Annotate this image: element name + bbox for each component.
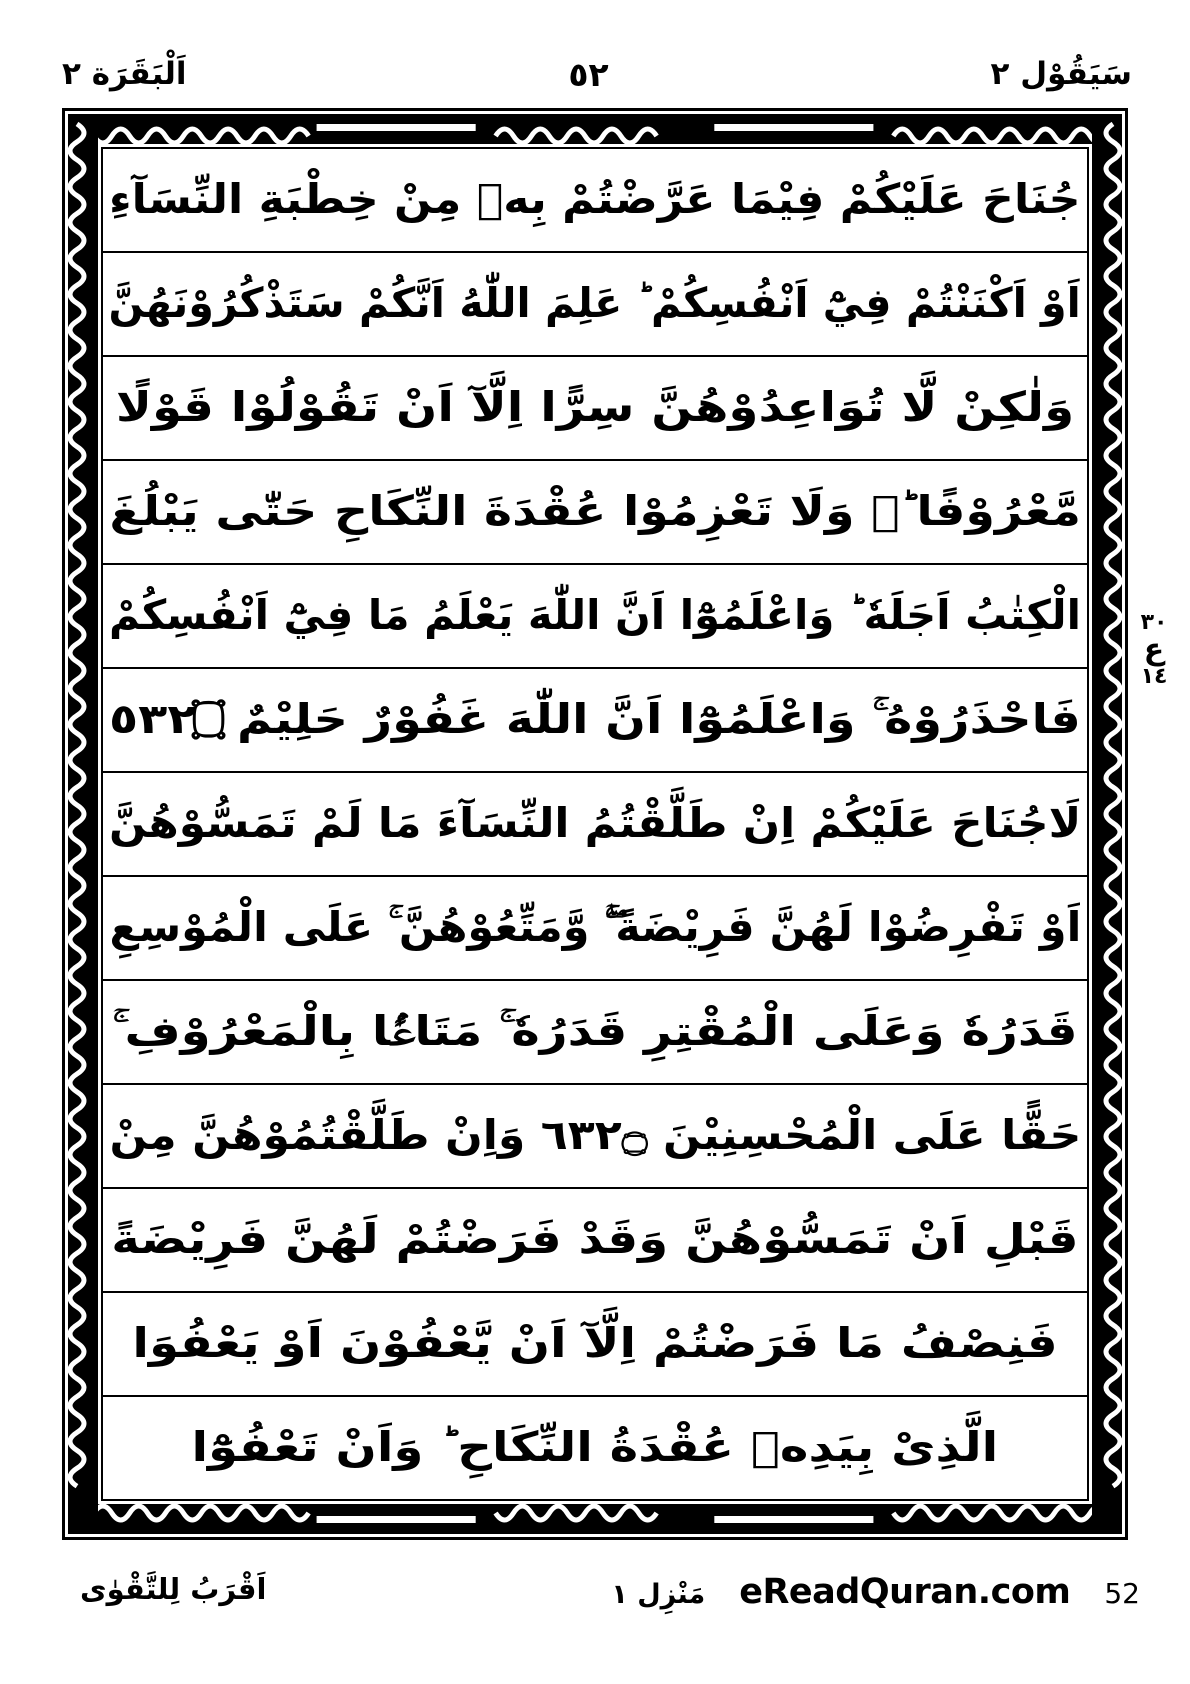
ayah-line-8 [103,877,1087,981]
ayah-line-5 [103,565,1087,669]
ayah-line-6-text: فَاحْذَرُوْهُ ۚ وَاعْلَمُوْٓا اَنَّ اللّٰهَ غَفُوْرٌ حَلِيْمٌ ۝٢٣٥ [109,695,1081,744]
ayah-line-3-text: وَلٰكِنْ لَّا تُوَاعِدُوْهُنَّ سِرًّا اِلَّآ اَنْ تَقُوْلُوْا قَوْلًا [115,383,1075,432]
border-band-bottom [68,1504,1122,1534]
ayah-line-3 [103,357,1087,461]
quran-text-area [101,147,1089,1501]
footer-center-group [611,1572,1150,1612]
ayah-line-2 [103,253,1087,357]
ayah-line-11 [103,1189,1087,1293]
ayah-line-1 [103,149,1087,253]
ayah-line-4 [103,461,1087,565]
ayah-line-1-text: جُنَاحَ عَلَيْكُمْ فِيْمَا عَرَّضْتُمْ بِهٖ مِنْ خِطْبَةِ النِّسَآءِ [109,175,1081,224]
footer-page-number: 52 [1104,1577,1140,1610]
border-band-left [68,114,98,1534]
border-band-top [68,114,1122,144]
brand-link[interactable]: eReadQuran.com [739,1572,1071,1612]
ruku-ain-icon: ع [1143,632,1165,667]
border-scroll-pattern-right [1092,114,1122,1534]
ayah-line-13-text: الَّذِىْ بِيَدِهٖ عُقْدَةُ النِّكَاحِ ؕ وَاَنْ تَعْفُوْٓا [191,1423,999,1472]
ruku-margin-mark [1132,612,1176,688]
ayah-line-10 [103,1085,1087,1189]
ayah-line-5-text: الْكِتٰبُ اَجَلَهٗ ؕ وَاعْلَمُوْٓا اَنَّ اللّٰهَ يَعْلَمُ مَا فِيْٓ اَنْفُسِكُمْ [109,591,1081,640]
manzil-label: مَنْزِل ١ [611,1579,706,1610]
surah-name-label: اَلْبَقَرَة ٢ [62,55,187,92]
ruku-juz-number: ١٤ [1140,664,1168,689]
ayah-line-2-text: اَوْ اَكْنَنْتُمْ فِيْٓ اَنْفُسِكُمْ ؕ عَلِمَ اللّٰهُ اَنَّكُمْ سَتَذْكُرُوْنَهُنَّ [108,279,1082,328]
ayah-line-9 [103,981,1087,1085]
ruku-number: ٣٠ [1140,610,1168,635]
ayah-line-9-text: قَدَرُهٗ وَعَلَى الْمُقْتِرِ قَدَرُهٗ ۚ مَتَاعًۢا بِالْمَعْرُوْفِ ۚ [112,1007,1078,1056]
border-scroll-pattern-left [68,114,98,1534]
ayah-line-4-text: مَّعْرُوْفًا ؕ۬ وَلَا تَعْزِمُوْا عُقْدَةَ النِّكَاحِ حَتّٰى يَبْلُغَ [109,487,1081,536]
ayah-line-7-text: لَاجُنَاحَ عَلَيْكُمْ اِنْ طَلَّقْتُمُ النِّسَآءَ مَا لَمْ تَمَسُّوْهُنَّ [108,799,1082,848]
page-number-arabic: ٥٢ [568,54,609,94]
page-header [40,44,1150,104]
ornate-border-frame [62,108,1128,1540]
ayah-line-8-text: اَوْ تَفْرِضُوْا لَهُنَّ فَرِيْضَةً ۚۖ وَّمَتِّعُوْهُنَّ ۚ عَلَى الْمُوْسِعِ [109,903,1081,952]
page-footer [40,1572,1150,1642]
juz-name-label: سَيَقُوْل ٢ [990,55,1132,92]
ayah-line-11-text: قَبْلِ اَنْ تَمَسُّوْهُنَّ وَقَدْ فَرَضْتُمْ لَهُنَّ فَرِيْضَةً [111,1215,1079,1264]
ayah-line-12 [103,1293,1087,1397]
ayah-line-6 [103,669,1087,773]
border-scroll-pattern-top [68,114,1122,144]
ayah-line-13 [103,1397,1087,1499]
ayah-line-7 [103,773,1087,877]
ayah-line-12-text: فَنِصْفُ مَا فَرَضْتُمْ اِلَّآ اَنْ يَّعْفُوْنَ اَوْ يَعْفُوَا [132,1319,1058,1368]
border-scroll-pattern-bottom [68,1504,1122,1534]
border-band-right [1092,114,1122,1534]
footer-left-phrase: اَقْرَبُ لِلتَّقْوٰى [80,1572,267,1606]
ayah-line-10-text: حَقًّا عَلَى الْمُحْسِنِيْنَ ۝٢٣٦ وَاِنْ طَلَّقْتُمُوْهُنَّ مِنْ [109,1111,1081,1160]
